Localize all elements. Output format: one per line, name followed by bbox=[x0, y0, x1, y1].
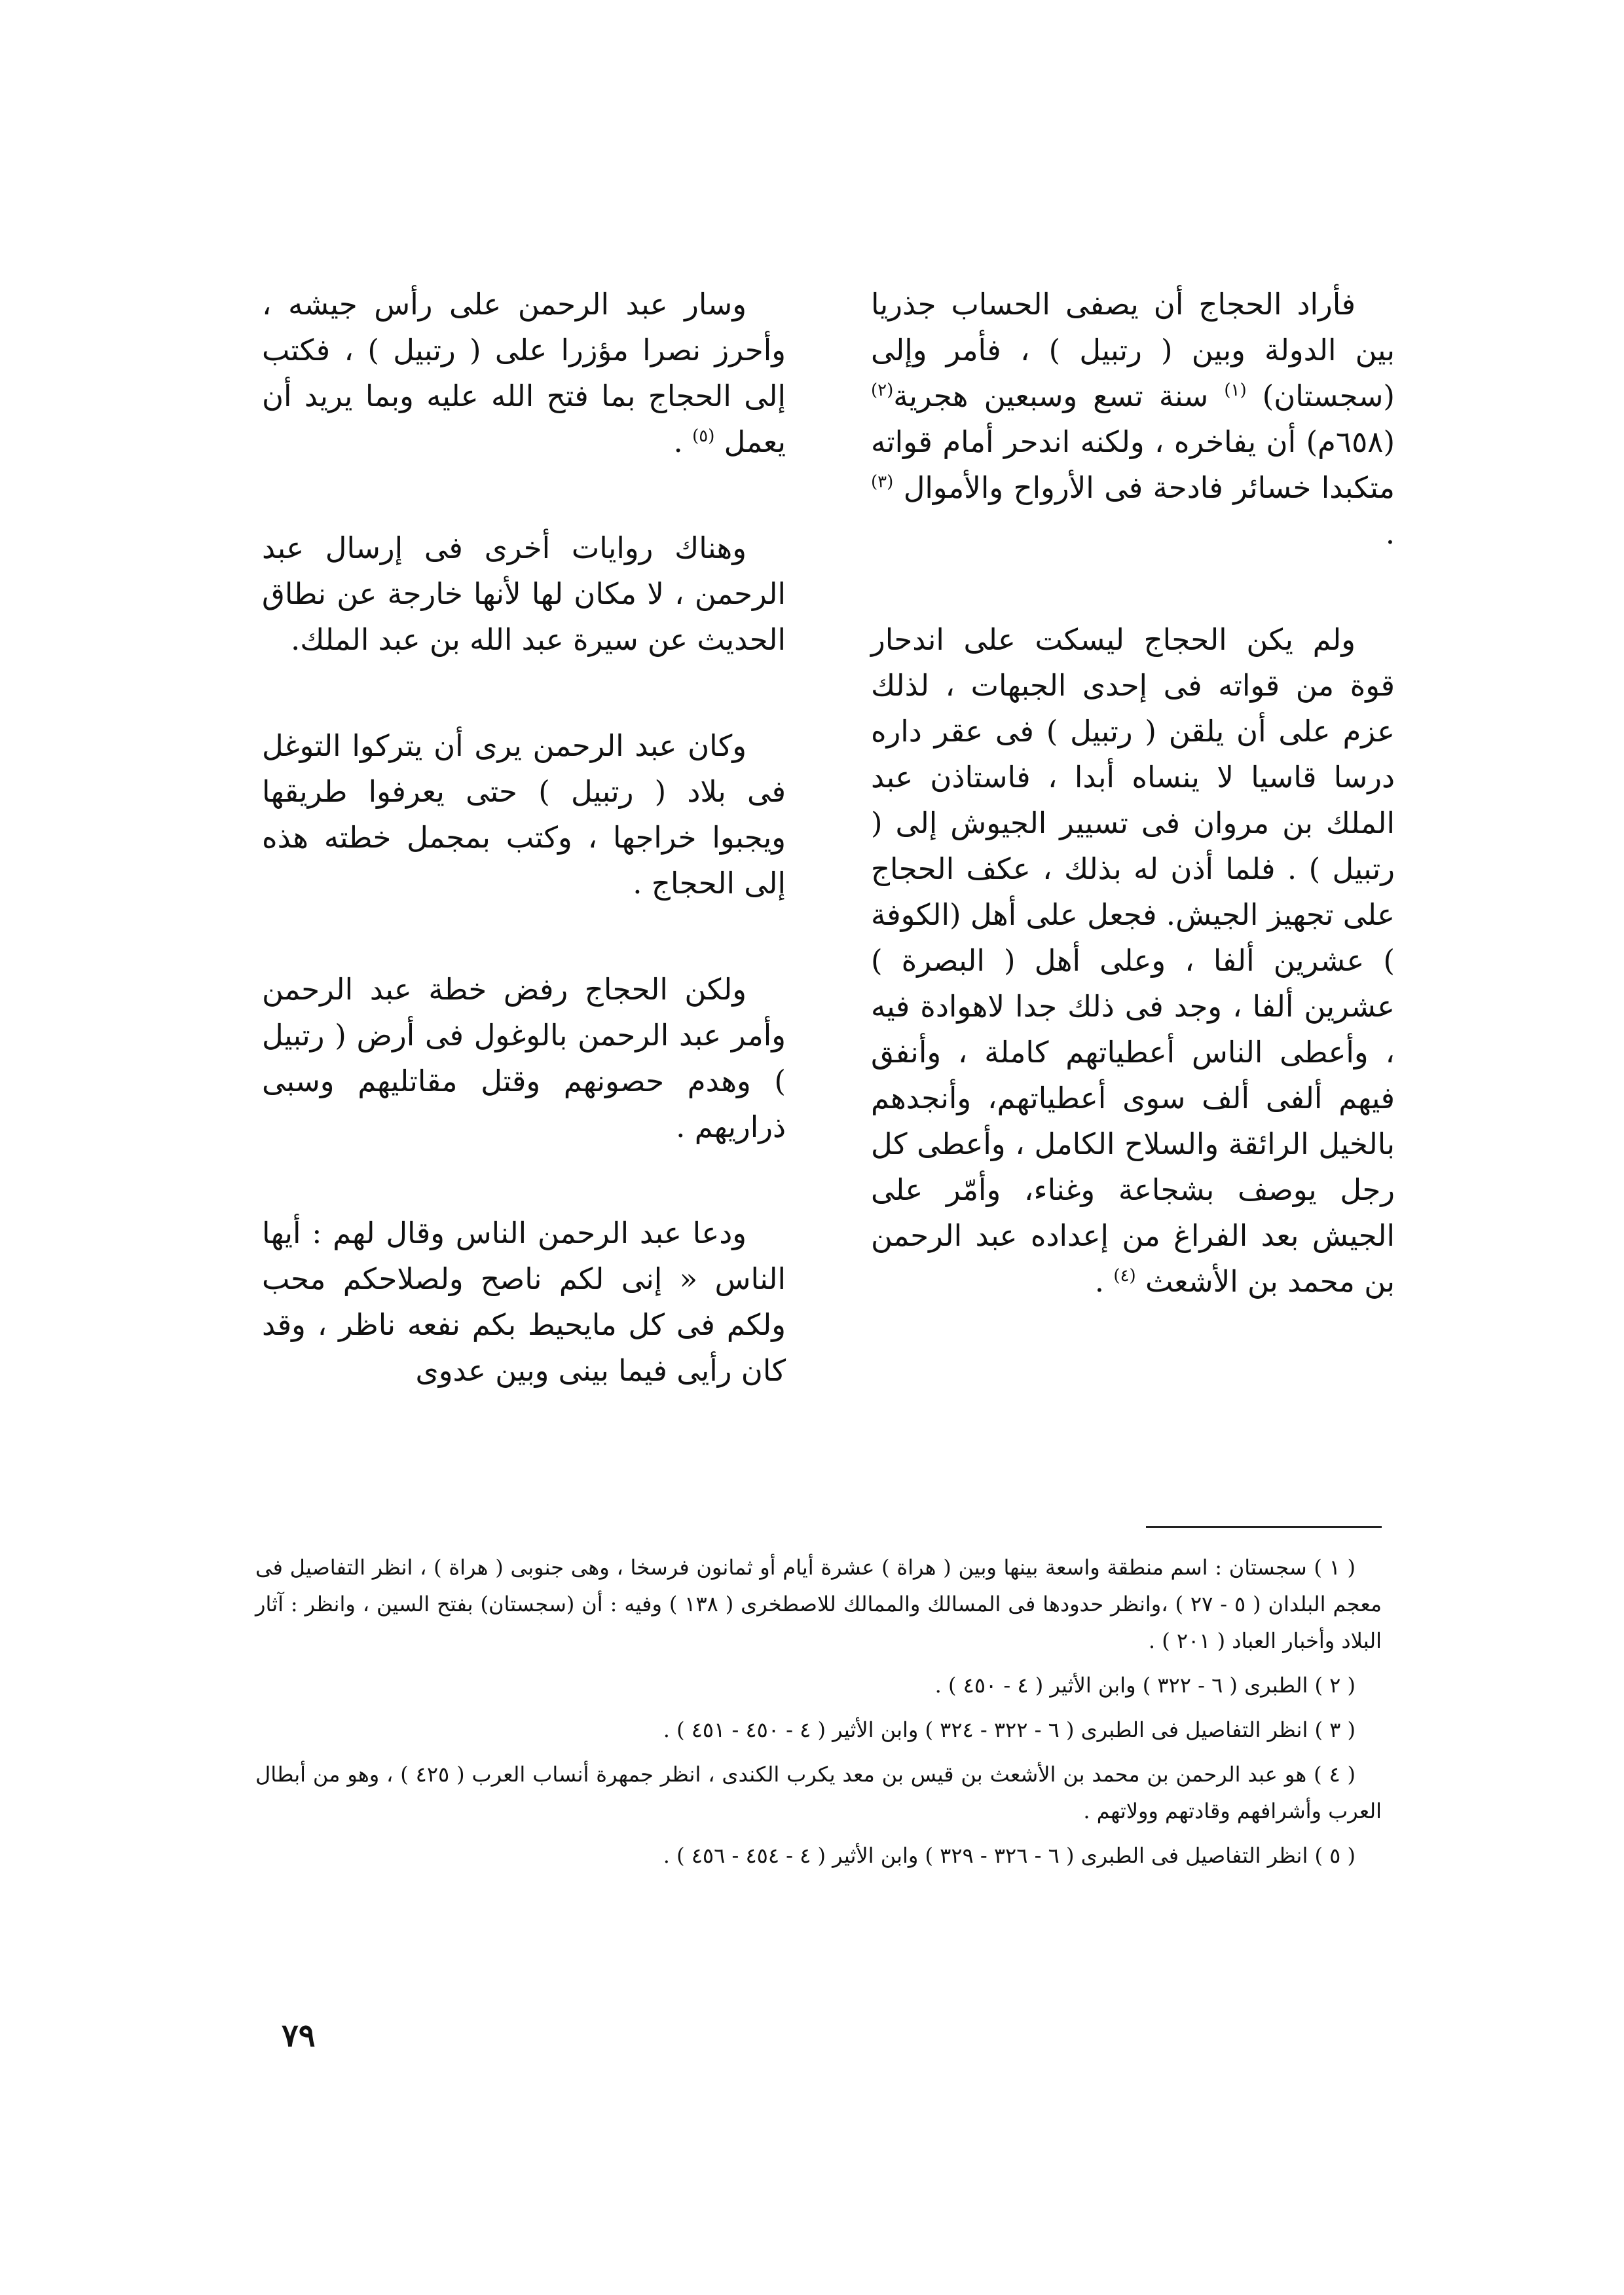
paragraph-text: (٦٥٨م) أن يفاخره ، ولكنه اندحر أمام قواته متكبدا خسائر فادحة فى الأرواح والأموال bbox=[871, 424, 1395, 505]
footnote: ( ٣ ) انظر التفاصيل فى الطبرى ( ٦ - ٣٢٢ - ٣٢٤ ) وابن الأثير ( ٤ - ٤٥٠ - ٤٥١ ) . bbox=[663, 1717, 1356, 1742]
footnote: ( ٢ ) الطبرى ( ٦ - ٣٢٢ ) وابن الأثير ( ٤ - ٤٥٠ ) . bbox=[934, 1673, 1356, 1698]
page-number: ٧٩ bbox=[282, 2017, 316, 2054]
paragraph: ولكن الحجاج رفض خطة عبد الرحمن وأمر عبد الرحمن بالوغول فى أرض ( رتبيل ) وهدم حصونهم وقتل مقاتليهم وسبى ذراريهم . bbox=[262, 972, 786, 1144]
paragraph: وهناك روايات أخرى فى إرسال عبد الرحمن ، لا مكان لها لأنها خارجة عن نطاق الحديث عن سيرة عبد الله بن عبد الملك. bbox=[262, 531, 786, 657]
footnotes bbox=[255, 1549, 1382, 1882]
footnote: ( ٤ ) هو عبد الرحمن بن محمد بن الأشعث بن قيس بن معد يكرب الكندى ، انظر جمهرة أنساب العرب ( ٤٢٥ ) ، وهو من أبطال العرب وأشرافهم وقادتهم وولاتهم . bbox=[255, 1762, 1382, 1823]
paragraph-text: فأراد الحجاج أن يصفى الحساب جذريا بين الدولة وبين ( رتبيل ) ، فأمر وإلى (سجستان) bbox=[871, 287, 1395, 413]
footnote-separator bbox=[1146, 1526, 1382, 1528]
paragraph-end: . bbox=[1385, 516, 1395, 551]
footnote-ref: (٤) bbox=[1113, 1266, 1136, 1286]
paragraph bbox=[871, 617, 1395, 1305]
left-column bbox=[262, 282, 786, 1454]
footnote: ( ١ ) سجستان : اسم منطقة واسعة بينها وبين ( هراة ) عشرة أيام أو ثمانون فرسخا ، وهى جنوبى ( هراة ) ، انظر التفاصيل فى معجم البلدان ( ٥ - ٢٧ ) ،وانظر حدودها فى المسالك والممالك للاصطخرى ( ١٣٨ ) وفيه : أن (سجستان) بفتح السين ، وانظر : آثار البلاد وأخبار العباد ( ٢٠١ ) . bbox=[255, 1555, 1382, 1653]
paragraph-text: سنة تسع وسبعين هجرية bbox=[893, 379, 1225, 413]
right-column bbox=[871, 282, 1395, 1365]
paragraph-end: . bbox=[1094, 1264, 1114, 1299]
footnote-ref: (٢) bbox=[871, 381, 894, 400]
paragraph bbox=[262, 282, 786, 465]
paragraph bbox=[871, 282, 1395, 557]
footnote: ( ٥ ) انظر التفاصيل فى الطبرى ( ٦ - ٣٢٦ - ٣٢٩ ) وابن الأثير ( ٤ - ٤٥٤ - ٤٥٦ ) . bbox=[663, 1843, 1356, 1868]
paragraph-text: وسار عبد الرحمن على رأس جيشه ، وأحرز نصرا مؤزرا على ( رتبيل ) ، فكتب إلى الحجاج بما فتح الله عليه وبما يريد أن يعمل bbox=[262, 287, 786, 459]
paragraph: وكان عبد الرحمن يرى أن يتركوا التوغل فى بلاد ( رتبيل ) حتى يعرفوا طريقها ويجبوا خراجها ، وكتب بمجمل خطته هذه إلى الحجاج . bbox=[262, 728, 786, 901]
footnote-ref: (٣) bbox=[871, 472, 894, 492]
paragraph-text: ولم يكن الحجاج ليسكت على اندحار قوة من قواته فى إحدى الجبهات ، لذلك عزم على أن يلقن ( رتبيل ) فى عقر داره درسا قاسيا لا ينساه أبدا ، فاستاذن عبد الملك بن مروان فى تسيير الجيوش إلى ( رتبيل ) . فلما أذن له بذلك ، عكف الحجاج على تجهيز الجيش. فجعل على أهل (الكوفة ) عشرين ألفا ، وعلى أهل ( البصرة ) عشرين ألفا ، وجد فى ذلك جدا لاهوادة فيه ، وأعطى الناس أعطياتهم كاملة ، وأنفق فيهم ألفى ألف سوى أعطياتهم، وأنجدهم بالخيل الرائقة والسلاح الكامل ، وأعطى كل رجل يوصف بشجاعة وغناء، وأمّر على الجيش بعد الفراغ من إعداده عبد الرحمن بن محمد بن الأشعث bbox=[871, 622, 1395, 1299]
paragraph: ودعا عبد الرحمن الناس وقال لهم : أيها الناس « إنى لكم ناصح ولصلاحكم محب ولكم فى كل مايحيط بكم نفعه ناظر ، وقد كان رأيى فيما بينى وبين عدوى bbox=[262, 1216, 786, 1388]
two-column-body bbox=[262, 282, 1395, 1487]
footnote-ref: (٥) bbox=[692, 426, 715, 446]
paragraph-end: . bbox=[673, 424, 693, 459]
footnote-ref: (١) bbox=[1224, 381, 1247, 400]
